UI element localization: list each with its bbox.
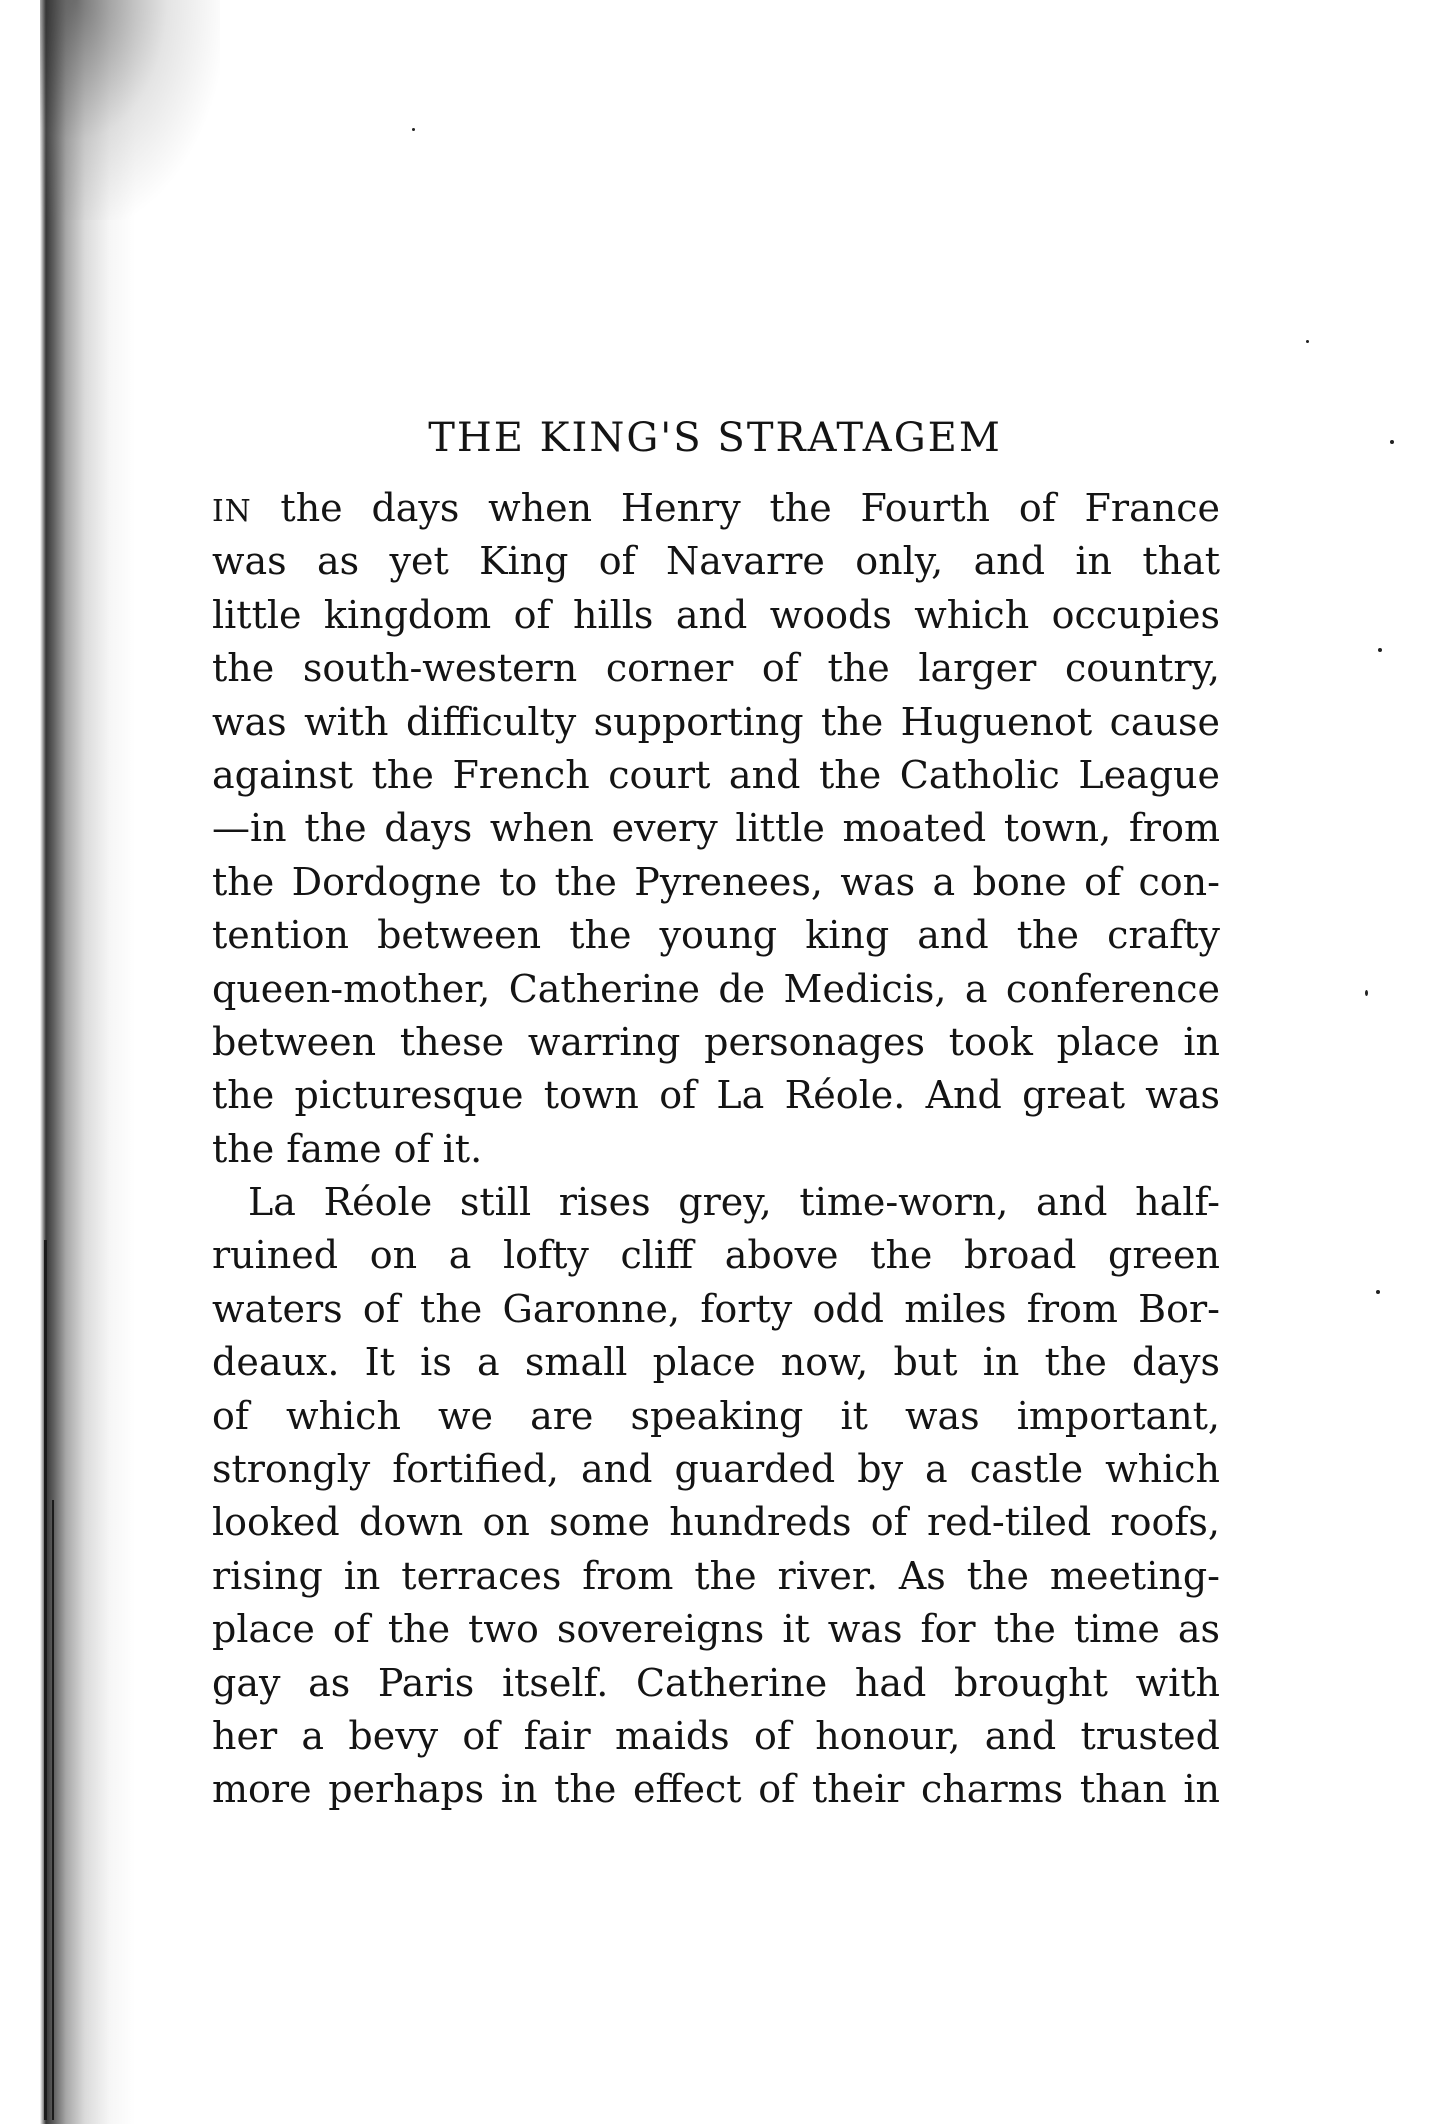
text-line: her a bevy of fair maids of honour, and trusted — [212, 1713, 1220, 1758]
text-line: the picturesque town of La Réole. And great was — [212, 1073, 1220, 1118]
text-line: strongly fortified, and guarded by a castle which — [212, 1447, 1220, 1492]
scan-speck — [1376, 1290, 1380, 1294]
gutter-line — [44, 1240, 47, 2120]
text-line: waters of the Garonne, forty odd miles from Bor- — [212, 1286, 1220, 1331]
text-line: against the French court and the Catholic League — [212, 752, 1220, 797]
scan-speck — [412, 128, 415, 131]
text-line: place of the two sovereigns it was for the time as — [212, 1607, 1220, 1652]
text-line: IN the days when Henry the Fourth of France — [212, 486, 1220, 530]
text-line: of which we are speaking it was important, — [212, 1393, 1220, 1438]
binding-gutter — [40, 0, 135, 2124]
body-text — [212, 482, 1220, 1817]
chapter-title: THE KING'S STRATAGEM — [428, 415, 1002, 461]
text-line: the Dordogne to the Pyrenees, was a bone of con- — [212, 859, 1220, 904]
text-line: was as yet King of Navarre only, and in that — [212, 539, 1220, 584]
text-line: the fame of it. — [212, 1126, 483, 1171]
text-line: gay as Paris itself. Catherine had brought with — [212, 1660, 1220, 1705]
scan-speck — [1378, 648, 1382, 652]
scan-speck — [1306, 340, 1309, 343]
scan-speck — [1390, 440, 1394, 444]
text-line: was with difficulty supporting the Huguenot cause — [212, 699, 1220, 744]
text-line: looked down on some hundreds of red-tiled roofs, — [212, 1500, 1220, 1545]
scan-speck — [1365, 990, 1368, 996]
paragraph — [212, 1176, 1220, 1817]
text-line: little kingdom of hills and woods which occupies — [212, 592, 1220, 637]
text-line: —in the days when every little moated town, from — [212, 806, 1220, 851]
text-line: tention between the young king and the crafty — [212, 913, 1220, 958]
gutter-shadow — [40, 0, 220, 220]
text-line: deaux. It is a small place now, but in the days — [212, 1340, 1220, 1385]
text-line: the south-western corner of the larger country, — [212, 646, 1220, 691]
text-line: queen-mother, Catherine de Medicis, a conference — [212, 966, 1220, 1011]
paragraph — [212, 482, 1220, 1176]
text-line: ruined on a lofty cliff above the broad green — [212, 1233, 1220, 1278]
text-line: La Réole still rises grey, time-worn, and half- — [248, 1180, 1220, 1225]
gutter-line — [52, 1500, 54, 2120]
text-line: more perhaps in the effect of their charms than in — [212, 1767, 1220, 1812]
text-line: rising in terraces from the river. As the meeting- — [212, 1553, 1220, 1598]
text-line: between these warring personages took place in — [212, 1019, 1220, 1064]
dropcap: IN — [212, 493, 252, 528]
